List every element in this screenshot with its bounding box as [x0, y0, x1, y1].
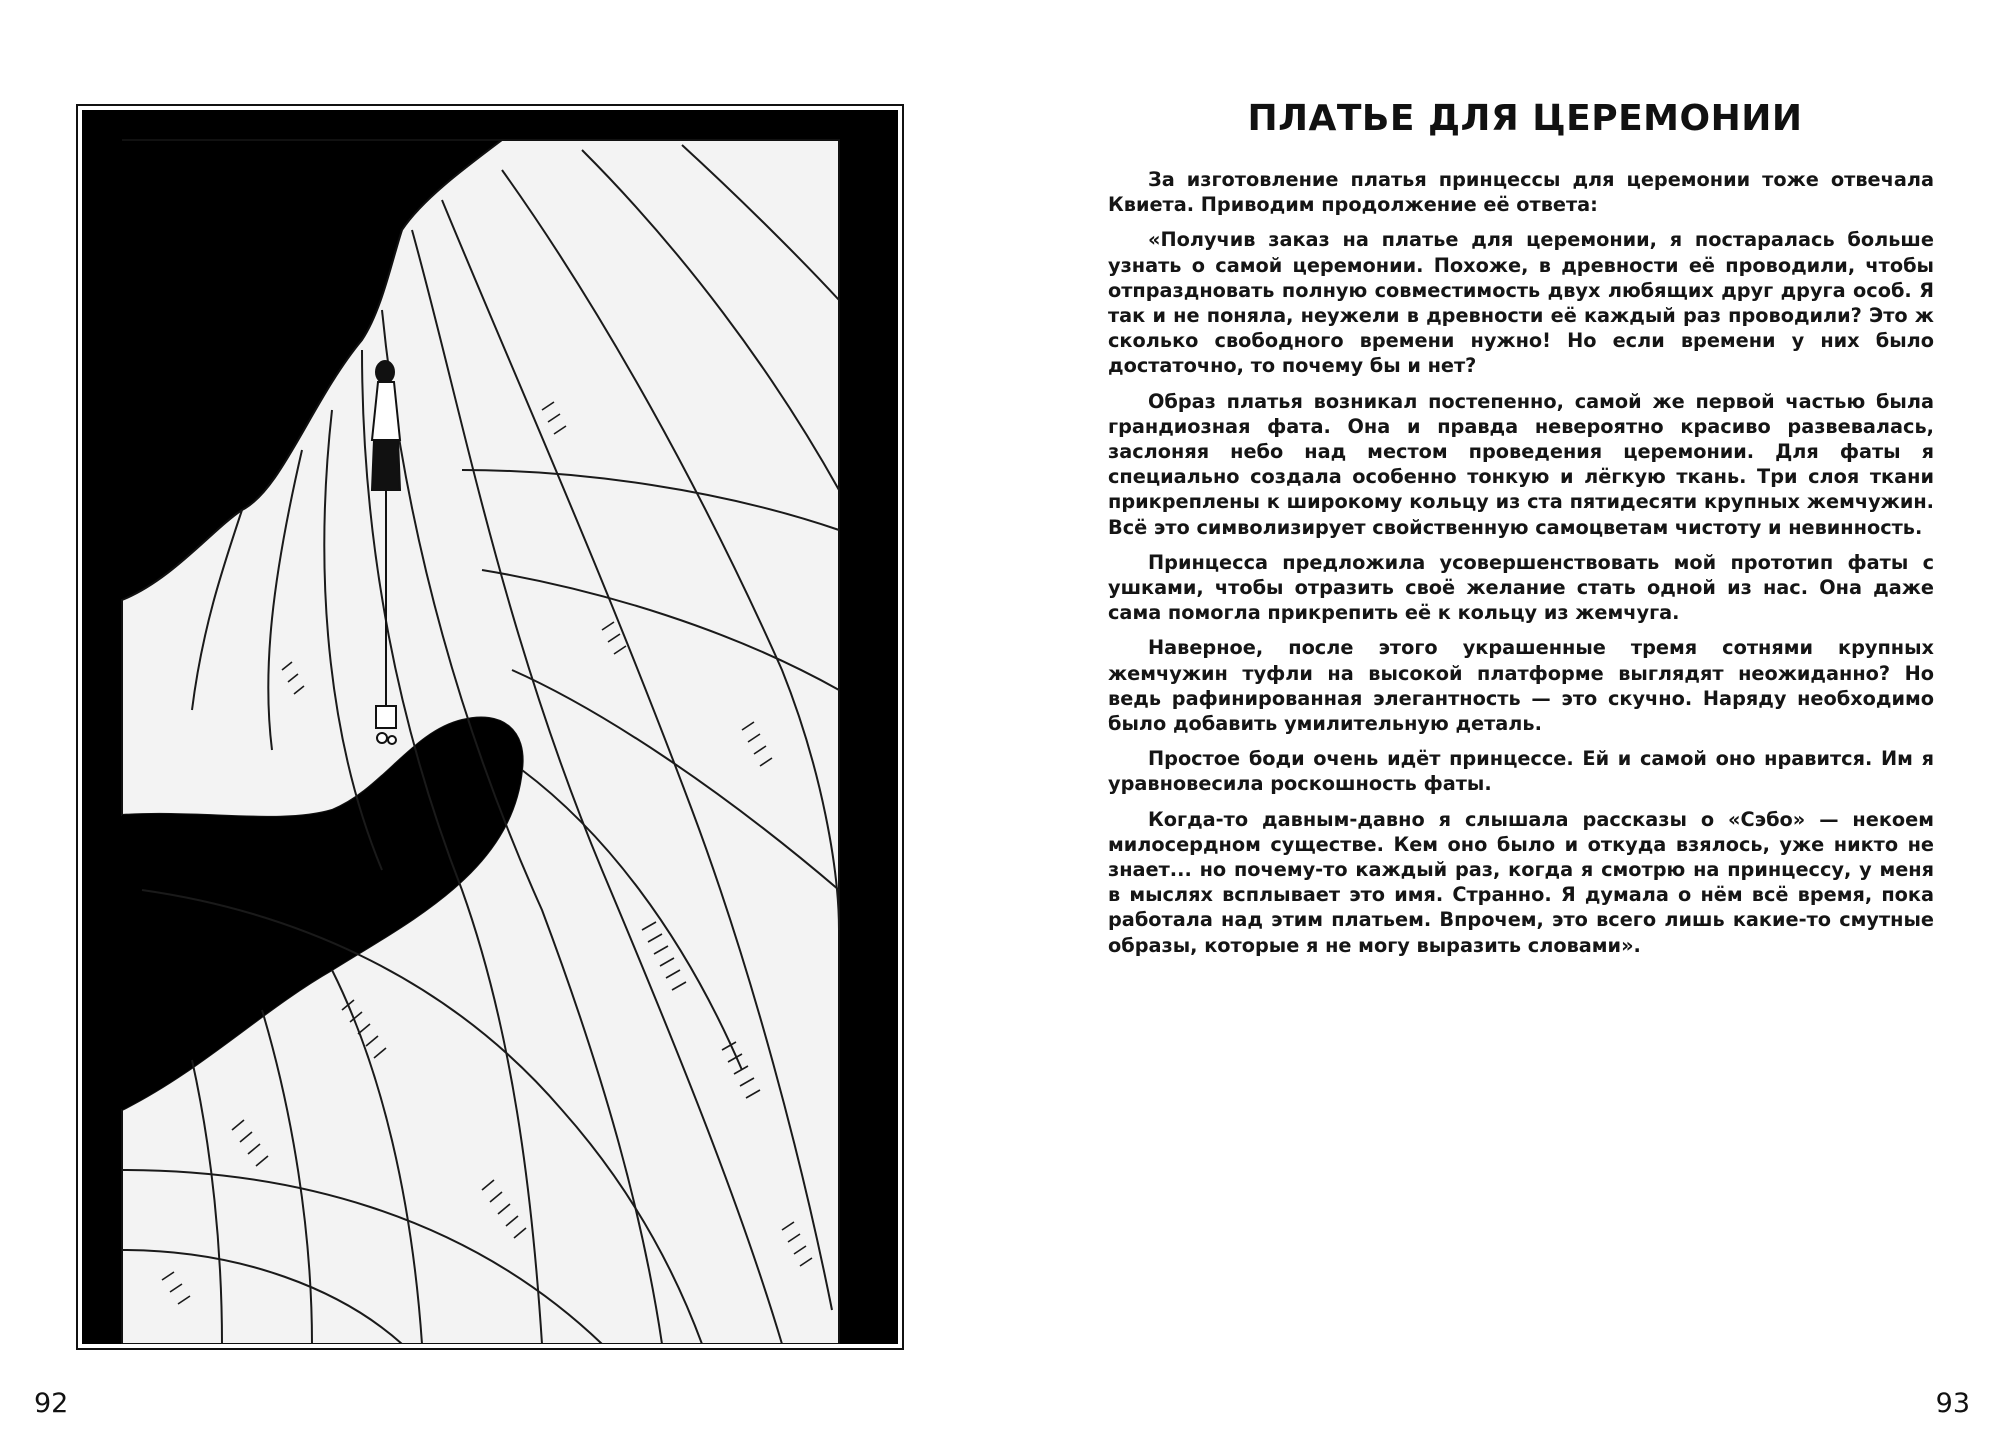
paragraph: Образ платья возникал постепенно, самой же первой частью была грандиозная фата. Она и правда невероятно красиво развевалась, заслоняя небо над местом проведения церемонии. Для фаты я специально создала особенно тонкую и лёгкую ткань. Три слоя ткани прикреплены к широкому кольцу из ста пятидесяти крупных жемчужин. Всё это символизирует свойственную самоцветам чистоту и невинность.	[1108, 389, 1934, 539]
text-column	[1108, 98, 1934, 968]
paragraph: За изготовление платья принцессы для церемонии тоже отвечала Квиета. Приводим продолжение её ответа:	[1108, 168, 1934, 217]
paragraph: Принцесса предложила усовершенствовать мой прототип фаты с ушками, чтобы отразить своё желание стать одной из нас. Она даже сама помогла прикрепить её к кольцу из жемчуга.	[1108, 550, 1934, 625]
page-number-right: 93	[1935, 1388, 1970, 1419]
paragraph: Простое боди очень идёт принцессе. Ей и самой оно нравится. Им я уравновесила роскошность фаты.	[1108, 747, 1934, 796]
veil-illustration	[82, 110, 898, 1344]
paragraph: Наверное, после этого украшенные тремя сотнями крупных жемчужин туфли на высокой платформе выглядят неожиданно? Но ведь рафинированная элегантность — это скучно. Наряду необходимо было добавить умилительную деталь.	[1108, 636, 1934, 736]
illustration-panel	[82, 110, 898, 1344]
page-number-left: 92	[34, 1388, 69, 1419]
illustration-frame	[76, 104, 904, 1350]
paragraph: Когда-то давным-давно я слышала рассказы о «Сэбо» — некоем милосердном существе. Кем оно было и откуда взялось, уже никто не знает... но почему-то каждый раз, когда я смотрю на принцессу, у меня в мыслях всплывает это имя. Странно. Я думала о нём всё время, пока работала над этим платьем. Впрочем, это всего лишь какие-то смутные образы, которые я не могу выразить словами».	[1108, 807, 1934, 957]
paragraph: «Получив заказ на платье для церемонии, я постаралась больше узнать о самой церемонии. Похоже, в древности её проводили, чтобы отпраздновать полную совместимость двух любящих друг друга особ. Я так и не поняла, неужели в древности её каждый раз проводили? Это ж сколько свободного времени нужно! Но если времени у них было достаточно, то почему бы и нет?	[1108, 228, 1934, 378]
chapter-title: ПЛАТЬЕ ДЛЯ ЦЕРЕМОНИИ	[1247, 98, 1803, 139]
